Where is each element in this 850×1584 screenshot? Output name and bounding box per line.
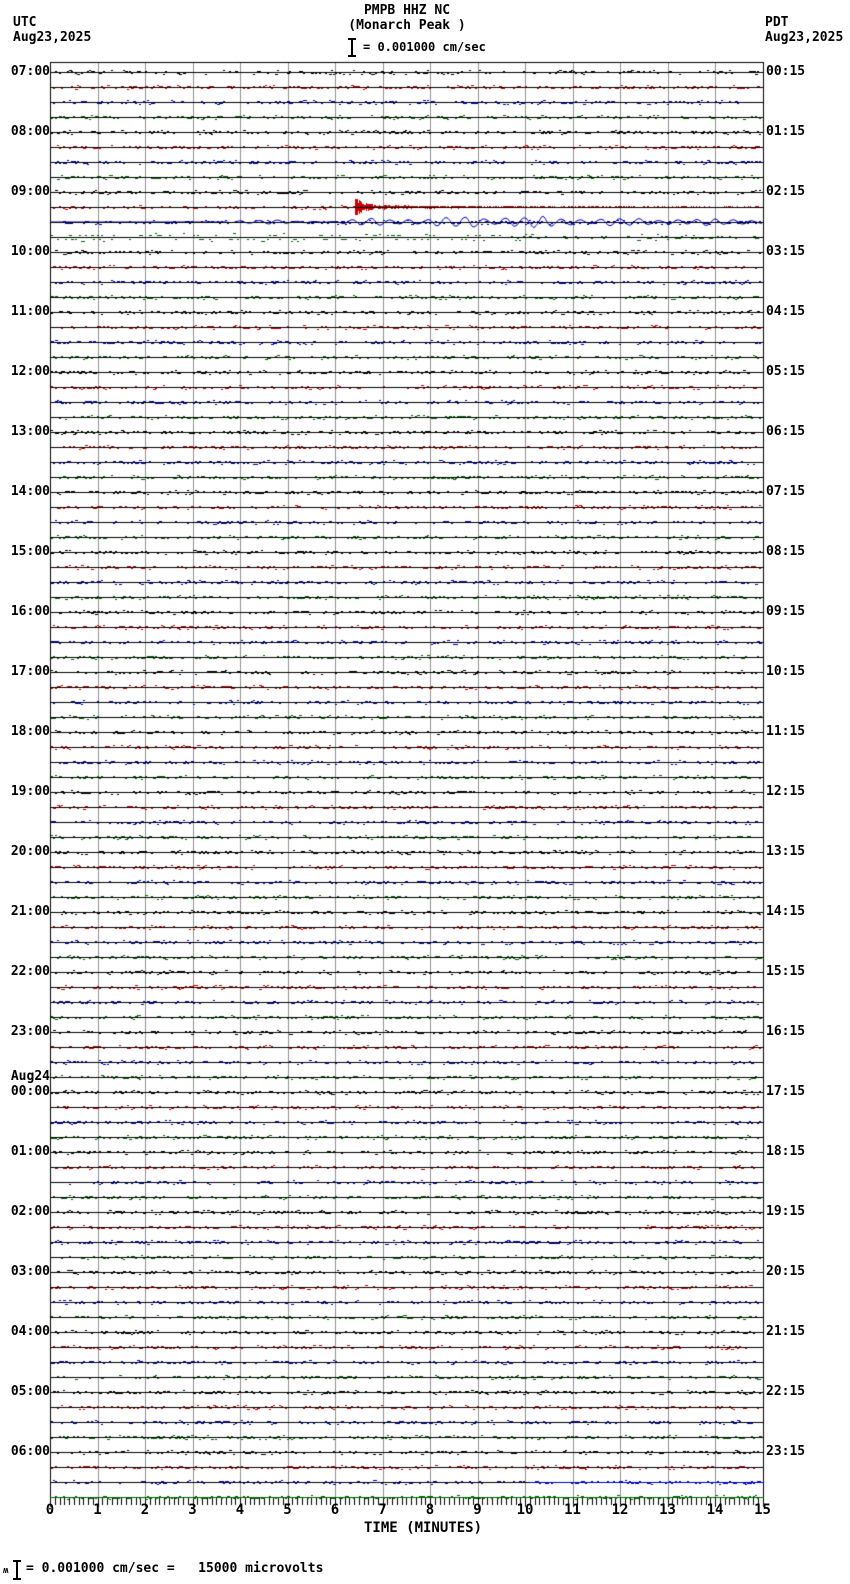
pdt-hour-label: 10:15 bbox=[766, 664, 806, 679]
pdt-hour-label: 16:15 bbox=[766, 1024, 806, 1039]
pdt-hour-label: 14:15 bbox=[766, 904, 806, 919]
pdt-hour-label: 02:15 bbox=[766, 184, 806, 199]
pdt-hour-label: 18:15 bbox=[766, 1144, 806, 1159]
minute-tick-label: 2 bbox=[140, 1502, 150, 1518]
utc-hour-label: 12:00 bbox=[10, 364, 50, 379]
utc-hour-label: 07:00 bbox=[10, 64, 50, 79]
utc-day-label: Aug24 bbox=[10, 1069, 50, 1084]
pdt-hour-label: 13:15 bbox=[766, 844, 806, 859]
pdt-hour-label: 21:15 bbox=[766, 1324, 806, 1339]
pdt-hour-label: 22:15 bbox=[766, 1384, 806, 1399]
station-code: PMPB HHZ NC bbox=[363, 3, 451, 18]
pdt-timezone-label: PDT bbox=[765, 15, 789, 30]
pdt-hour-label: 17:15 bbox=[766, 1084, 806, 1099]
utc-hour-label: 18:00 bbox=[10, 724, 50, 739]
minute-tick-label: 7 bbox=[378, 1502, 387, 1518]
utc-hour-label: 08:00 bbox=[10, 124, 50, 139]
pdt-hour-label: 23:15 bbox=[766, 1444, 806, 1459]
pdt-hour-label: 05:15 bbox=[766, 364, 806, 379]
minute-tick-label: 10 bbox=[516, 1502, 534, 1518]
utc-hour-label: 15:00 bbox=[10, 544, 50, 559]
ibeam-footer-icon bbox=[13, 1560, 21, 1580]
pdt-hour-label: 19:15 bbox=[766, 1204, 806, 1219]
minute-tick-label: 0 bbox=[45, 1502, 55, 1518]
utc-hour-label: 13:00 bbox=[10, 424, 50, 439]
minute-tick-label: 15 bbox=[754, 1502, 771, 1518]
footer-scale-note: = 0.001000 cm/sec = 15000 microvolts bbox=[26, 1561, 324, 1576]
pdt-hour-label: 08:15 bbox=[766, 544, 806, 559]
utc-hour-label: 06:00 bbox=[10, 1444, 50, 1459]
minute-tick-label: 1 bbox=[93, 1502, 102, 1518]
pdt-date: Aug23,2025 bbox=[765, 30, 844, 45]
pdt-hour-label: 20:15 bbox=[766, 1264, 806, 1279]
utc-hour-label: 20:00 bbox=[10, 844, 50, 859]
station-name: (Monarch Peak ) bbox=[348, 18, 466, 33]
pdt-hour-label: 00:15 bbox=[766, 64, 806, 79]
utc-hour-label: 05:00 bbox=[10, 1384, 50, 1399]
utc-hour-label: 03:00 bbox=[10, 1264, 50, 1279]
utc-hour-label: 23:00 bbox=[10, 1024, 50, 1039]
squiggle-icon: ʍ bbox=[3, 1566, 9, 1576]
pdt-hour-label: 06:15 bbox=[766, 424, 806, 439]
utc-hour-label: 02:00 bbox=[10, 1204, 50, 1219]
x-axis-title: TIME (MINUTES) bbox=[363, 1520, 483, 1536]
utc-hour-label: 14:00 bbox=[10, 484, 50, 499]
minute-tick-label: 4 bbox=[235, 1502, 245, 1518]
minute-tick-label: 6 bbox=[330, 1502, 340, 1518]
utc-hour-label: 10:00 bbox=[10, 244, 50, 259]
utc-hour-label: 00:00 bbox=[10, 1084, 50, 1099]
utc-hour-label: 04:00 bbox=[10, 1324, 50, 1339]
utc-hour-label: 21:00 bbox=[10, 904, 50, 919]
pdt-hour-label: 11:15 bbox=[766, 724, 806, 739]
amplitude-scale-label: = 0.001000 cm/sec bbox=[363, 40, 486, 54]
minute-tick-label: 8 bbox=[425, 1502, 435, 1518]
utc-hour-label: 19:00 bbox=[10, 784, 50, 799]
minute-tick-label: 3 bbox=[188, 1502, 197, 1518]
minute-tick-label: 12 bbox=[611, 1502, 629, 1518]
minute-tick-label: 14 bbox=[706, 1502, 724, 1518]
minute-tick-label: 11 bbox=[564, 1502, 581, 1518]
utc-hour-label: 17:00 bbox=[10, 664, 50, 679]
pdt-hour-label: 01:15 bbox=[766, 124, 806, 139]
minute-tick-label: 13 bbox=[659, 1502, 676, 1518]
utc-hour-label: 16:00 bbox=[10, 604, 50, 619]
pdt-hour-label: 12:15 bbox=[766, 784, 806, 799]
utc-date: Aug23,2025 bbox=[13, 30, 92, 45]
pdt-hour-label: 03:15 bbox=[766, 244, 806, 259]
utc-hour-label: 01:00 bbox=[10, 1144, 50, 1159]
pdt-hour-label: 09:15 bbox=[766, 604, 806, 619]
utc-timezone-label: UTC bbox=[13, 15, 37, 30]
utc-hour-label: 09:00 bbox=[10, 184, 50, 199]
ibeam-scale-icon bbox=[348, 38, 356, 57]
utc-hour-label: 11:00 bbox=[10, 304, 50, 319]
minute-tick-label: 5 bbox=[283, 1502, 292, 1518]
pdt-hour-label: 15:15 bbox=[766, 964, 806, 979]
pdt-hour-label: 07:15 bbox=[766, 484, 806, 499]
minute-tick-label: 9 bbox=[473, 1502, 482, 1518]
utc-hour-label: 22:00 bbox=[10, 964, 50, 979]
pdt-hour-label: 04:15 bbox=[766, 304, 806, 319]
